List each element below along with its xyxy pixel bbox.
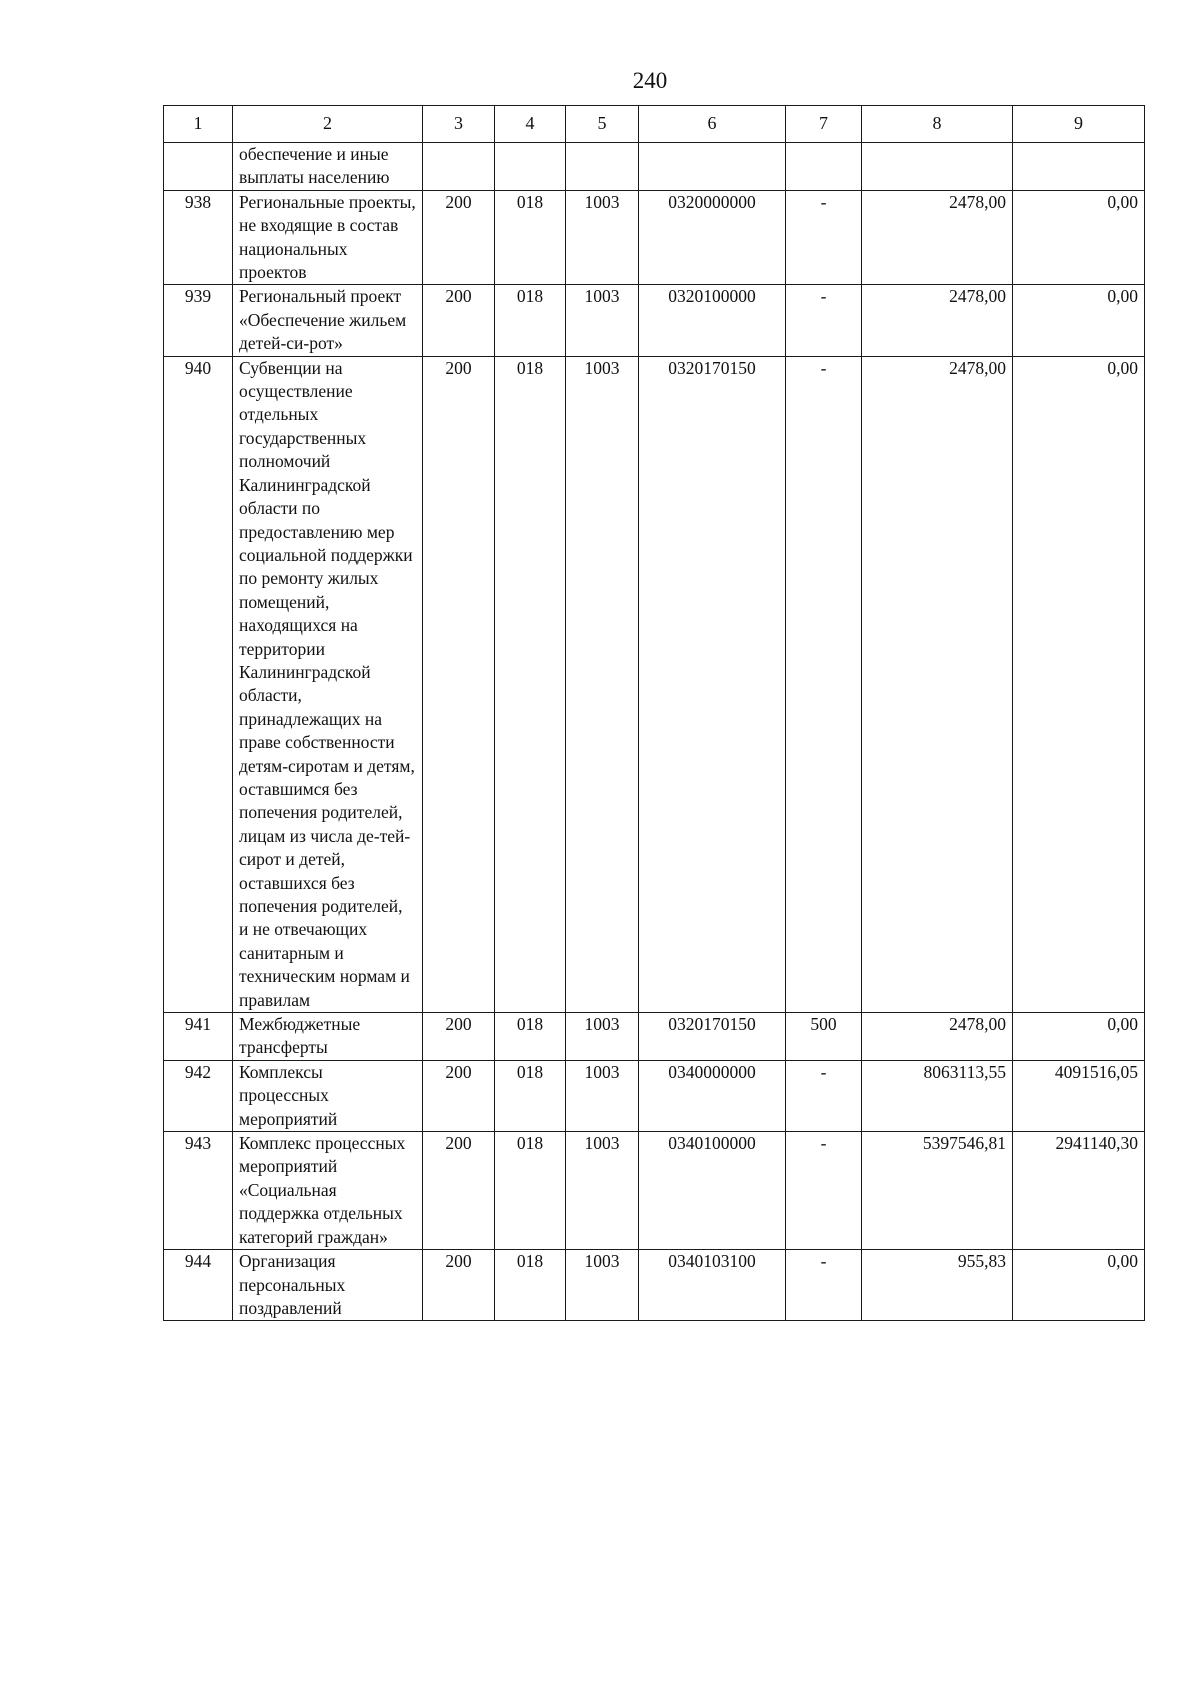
cell-col7: - [786, 356, 862, 1012]
budget-table [163, 105, 1145, 1321]
cell-col9: 0,00 [1013, 285, 1145, 356]
cell-col7: - [786, 1060, 862, 1131]
table-row [164, 356, 1145, 1012]
col-header: 3 [423, 106, 495, 143]
row-number: 942 [164, 1060, 233, 1131]
cell-col5: 1003 [566, 285, 639, 356]
cell-col3: 200 [423, 190, 495, 285]
col-header: 2 [233, 106, 423, 143]
cell-col7: - [786, 1250, 862, 1321]
col-header: 7 [786, 106, 862, 143]
row-name: Региональные проекты, не входящие в состав национальных проектов [233, 190, 423, 285]
cell-col8: 5397546,81 [862, 1132, 1013, 1250]
cell-col8: 2478,00 [862, 356, 1013, 1012]
cell-col8: 2478,00 [862, 1013, 1013, 1061]
table-row [164, 143, 1145, 191]
table-row [164, 1132, 1145, 1250]
cell-col3: 200 [423, 1250, 495, 1321]
cell-col5: 1003 [566, 190, 639, 285]
cell-col6: 0340103100 [639, 1250, 786, 1321]
table-row [164, 190, 1145, 285]
cell-col7: - [786, 190, 862, 285]
row-name: обеспечение и иные выплаты населению [233, 143, 423, 191]
cell-col4 [495, 143, 566, 191]
row-name: Региональный проект «Обеспечение жильем детей-си-рот» [233, 285, 423, 356]
cell-col9: 0,00 [1013, 1250, 1145, 1321]
cell-col3: 200 [423, 356, 495, 1012]
cell-col4: 018 [495, 1013, 566, 1061]
row-name: Межбюджетные трансферты [233, 1013, 423, 1061]
col-header: 9 [1013, 106, 1145, 143]
cell-col6: 0340100000 [639, 1132, 786, 1250]
table-row [164, 1250, 1145, 1321]
row-name: Комплекс процессных мероприятий «Социальная поддержка отдельных категорий граждан» [233, 1132, 423, 1250]
cell-col4: 018 [495, 1250, 566, 1321]
table-row [164, 285, 1145, 356]
cell-col4: 018 [495, 285, 566, 356]
cell-col5: 1003 [566, 1060, 639, 1131]
cell-col4: 018 [495, 1060, 566, 1131]
cell-col9: 4091516,05 [1013, 1060, 1145, 1131]
cell-col6: 0320170150 [639, 356, 786, 1012]
cell-col9: 2941140,30 [1013, 1132, 1145, 1250]
col-header: 1 [164, 106, 233, 143]
cell-col3: 200 [423, 1013, 495, 1061]
cell-col5 [566, 143, 639, 191]
cell-col8 [862, 143, 1013, 191]
row-number: 940 [164, 356, 233, 1012]
cell-col4: 018 [495, 190, 566, 285]
cell-col8: 2478,00 [862, 190, 1013, 285]
cell-col9: 0,00 [1013, 1013, 1145, 1061]
row-number [164, 143, 233, 191]
cell-col4: 018 [495, 1132, 566, 1250]
cell-col9: 0,00 [1013, 190, 1145, 285]
row-number: 939 [164, 285, 233, 356]
row-name: Субвенции на осуществление отдельных государственных полномочий Калининградской области по предоставлению мер социальной поддержки по ремонту жилых помещений, находящихся на территории Калининградской области, принадлежащих на праве собственности детям-сиротам и детям, оставшимся без попечения родителей, лицам из числа де-тей-сирот и детей, оставшихся без попечения родителей, и не отвечающих санитарным и техническим нормам и правилам [233, 356, 423, 1012]
cell-col8: 8063113,55 [862, 1060, 1013, 1131]
cell-col7: 500 [786, 1013, 862, 1061]
cell-col6: 0320000000 [639, 190, 786, 285]
table-row [164, 1013, 1145, 1061]
col-header: 8 [862, 106, 1013, 143]
col-header: 5 [566, 106, 639, 143]
col-header: 4 [495, 106, 566, 143]
row-number: 941 [164, 1013, 233, 1061]
row-number: 943 [164, 1132, 233, 1250]
cell-col6: 0320170150 [639, 1013, 786, 1061]
cell-col3: 200 [423, 1060, 495, 1131]
cell-col6 [639, 143, 786, 191]
cell-col5: 1003 [566, 1250, 639, 1321]
cell-col7 [786, 143, 862, 191]
cell-col3: 200 [423, 285, 495, 356]
cell-col5: 1003 [566, 356, 639, 1012]
cell-col8: 955,83 [862, 1250, 1013, 1321]
cell-col8: 2478,00 [862, 285, 1013, 356]
col-header: 6 [639, 106, 786, 143]
cell-col3: 200 [423, 1132, 495, 1250]
cell-col6: 0340000000 [639, 1060, 786, 1131]
row-number: 938 [164, 190, 233, 285]
table-row [164, 1060, 1145, 1131]
page-number: 240 [632, 68, 668, 93]
cell-col9: 0,00 [1013, 356, 1145, 1012]
cell-col4: 018 [495, 356, 566, 1012]
row-number: 944 [164, 1250, 233, 1321]
cell-col3 [423, 143, 495, 191]
cell-col5: 1003 [566, 1132, 639, 1250]
cell-col7: - [786, 285, 862, 356]
row-name: Организация персональных поздравлений [233, 1250, 423, 1321]
cell-col9 [1013, 143, 1145, 191]
row-name: Комплексы процессных мероприятий [233, 1060, 423, 1131]
cell-col6: 0320100000 [639, 285, 786, 356]
cell-col5: 1003 [566, 1013, 639, 1061]
cell-col7: - [786, 1132, 862, 1250]
header-row [164, 106, 1145, 143]
